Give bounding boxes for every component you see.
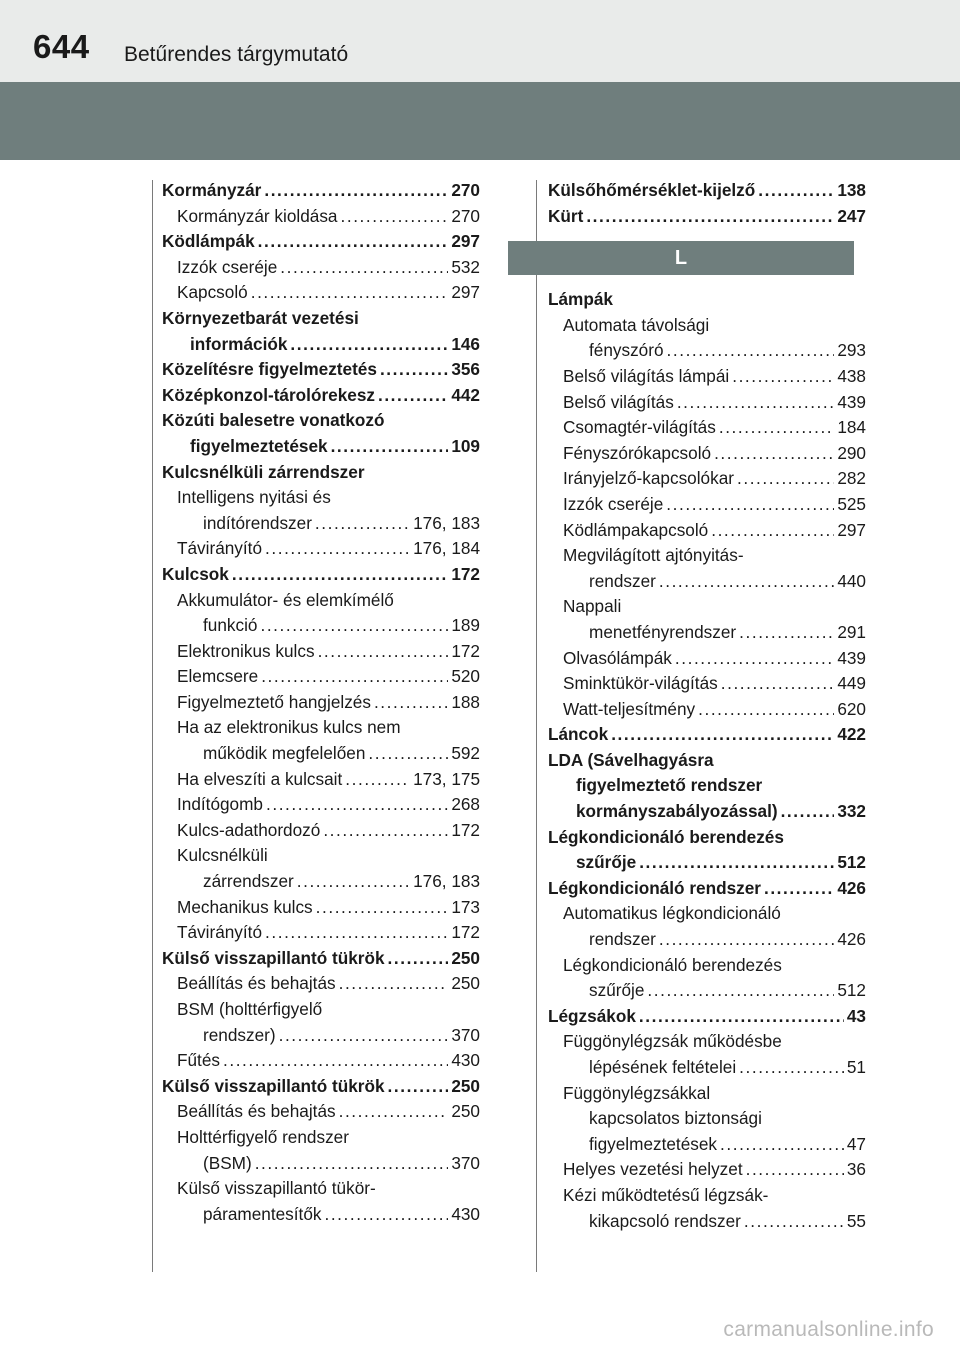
index-entry-term: Akkumulátor- és elemkímélő xyxy=(177,589,394,610)
dot-leader xyxy=(279,1023,449,1049)
dot-leader xyxy=(737,466,834,492)
index-entry-page: 172 xyxy=(451,640,480,661)
index-entry-term: Ködlámpakapcsoló xyxy=(563,519,709,540)
index-entry xyxy=(162,895,480,921)
index-entry xyxy=(548,748,866,774)
dot-leader xyxy=(264,178,448,204)
index-entry-page: 532 xyxy=(451,256,480,277)
dot-leader xyxy=(764,876,834,902)
index-entry-term: Olvasólámpák xyxy=(563,647,672,668)
index-entry xyxy=(548,953,866,979)
index-entry xyxy=(162,613,480,639)
index-entry-page: 250 xyxy=(451,947,480,968)
index-entry-page: 109 xyxy=(451,435,480,456)
index-entry xyxy=(162,1202,480,1228)
index-entry-term: Függönylégzsákkal xyxy=(563,1082,711,1103)
index-entry-page: 430 xyxy=(451,1203,480,1224)
index-entry-term: Légkondicionáló rendszer xyxy=(548,877,761,898)
index-entry-term: Nappali xyxy=(563,596,622,617)
dot-leader xyxy=(719,415,834,441)
dot-leader xyxy=(345,767,410,793)
left-column-rule xyxy=(152,180,153,1272)
index-entry xyxy=(548,850,866,876)
dot-leader xyxy=(639,1004,844,1030)
index-entry xyxy=(162,383,480,409)
dot-leader xyxy=(316,895,449,921)
dot-leader xyxy=(374,690,448,716)
dot-leader xyxy=(258,229,449,255)
index-entry-page: 439 xyxy=(837,647,866,668)
index-entry-term: Fényszórókapcsoló xyxy=(563,442,712,463)
index-entry-term: Láncok xyxy=(548,724,609,745)
page-number: 644 xyxy=(33,28,90,65)
dot-leader xyxy=(746,1157,844,1183)
index-entry-page: 512 xyxy=(837,852,866,873)
dot-leader xyxy=(666,492,834,518)
index-entry-page: 282 xyxy=(837,468,866,489)
dot-leader xyxy=(744,1209,844,1235)
index-entry xyxy=(162,664,480,690)
index-entry-page: 172 xyxy=(451,922,480,943)
index-entry-page: 426 xyxy=(837,929,866,950)
dot-leader xyxy=(290,332,448,358)
index-entry xyxy=(162,1099,480,1125)
index-entry-term: Függönylégzsák működésbe xyxy=(563,1031,782,1052)
index-entry-term: kormányszabályozással) xyxy=(576,801,778,822)
index-entry-term: Fűtés xyxy=(177,1050,220,1071)
index-entry-page: 290 xyxy=(837,442,866,463)
index-entry-page: 592 xyxy=(451,743,480,764)
index-entry xyxy=(162,946,480,972)
index-entry xyxy=(162,715,480,741)
index-entry xyxy=(162,536,480,562)
index-entry-page: 332 xyxy=(837,801,866,822)
index-entry xyxy=(162,178,480,204)
dot-leader xyxy=(341,204,449,230)
index-entry-term: Kormányzár xyxy=(162,180,262,200)
dot-leader xyxy=(266,792,448,818)
index-entry-term: Külső visszapillantó tükrök xyxy=(162,1075,385,1096)
dot-leader xyxy=(388,1074,449,1100)
dot-leader xyxy=(339,1099,449,1125)
index-entry-page: 293 xyxy=(837,340,866,361)
index-entry-term: páramentesítők xyxy=(203,1203,322,1224)
index-entry-term: rendszer xyxy=(589,929,656,950)
index-entry-page: 356 xyxy=(451,359,480,380)
page-title: Betűrendes tárgymutató xyxy=(124,43,349,66)
index-entry xyxy=(548,671,866,697)
dot-leader xyxy=(261,664,448,690)
index-entry-term: kikapcsoló rendszer xyxy=(589,1210,741,1231)
index-entry-page: 250 xyxy=(451,1075,480,1096)
index-entry xyxy=(162,843,480,869)
index-entry-term: Beállítás és behajtás xyxy=(177,973,336,994)
index-entry-term: Indítógomb xyxy=(177,794,263,815)
index-entry-term: információk xyxy=(190,333,288,354)
dot-leader xyxy=(315,511,410,537)
index-entry xyxy=(548,364,866,390)
index-entry-page: 440 xyxy=(837,570,866,591)
index-entry xyxy=(162,255,480,281)
index-entry xyxy=(548,1209,866,1235)
index-entry xyxy=(162,1048,480,1074)
index-entry-term: Ködlámpák xyxy=(162,231,255,252)
header-strip xyxy=(0,0,960,82)
index-group-l xyxy=(548,287,866,1234)
index-entry xyxy=(162,306,480,332)
index-entry xyxy=(162,434,480,460)
index-entry-page: 55 xyxy=(846,1210,866,1231)
index-entry xyxy=(548,466,866,492)
index-entry-term: Watt-teljesítmény xyxy=(563,698,696,719)
index-entry-page: 173, 175 xyxy=(413,768,480,789)
index-entry-term: Ha elveszíti a kulcsait xyxy=(177,768,343,789)
index-entry xyxy=(548,1157,866,1183)
index-entry xyxy=(162,485,480,511)
dot-leader xyxy=(639,850,834,876)
index-entry xyxy=(548,1106,866,1132)
index-entry-term: Automata távolsági xyxy=(563,314,710,335)
index-entry xyxy=(548,1055,866,1081)
dot-leader xyxy=(659,927,834,953)
index-entry-term: rendszer) xyxy=(203,1024,276,1045)
index-entry-page: 297 xyxy=(451,231,480,252)
index-entry xyxy=(548,313,866,339)
dot-leader xyxy=(324,1202,448,1228)
index-entry-page: 176, 183 xyxy=(413,512,480,533)
index-entry-page: 520 xyxy=(451,666,480,687)
dot-leader xyxy=(739,620,834,646)
index-entry xyxy=(162,920,480,946)
dot-leader xyxy=(675,646,834,672)
index-entry-page: 36 xyxy=(846,1159,866,1180)
dot-leader xyxy=(223,1048,448,1074)
index-entry-term: Holttérfigyelő rendszer xyxy=(177,1126,349,1147)
index-entry xyxy=(548,978,866,1004)
index-entry-page: 620 xyxy=(837,698,866,719)
index-entry xyxy=(548,390,866,416)
index-entry-term: Csomagtér-világítás xyxy=(563,417,716,438)
index-entry-term: Helyes vezetési helyzet xyxy=(563,1159,743,1180)
dot-leader xyxy=(721,671,835,697)
dot-leader xyxy=(251,280,449,306)
index-entry xyxy=(162,1023,480,1049)
dot-leader xyxy=(265,536,410,562)
index-entry-page: 438 xyxy=(837,365,866,386)
index-entry xyxy=(162,818,480,844)
index-entry-term: lépésének feltételei xyxy=(589,1057,737,1077)
dot-leader xyxy=(758,178,834,204)
index-entry-term: Kulcs-adathordozó xyxy=(177,819,321,840)
index-entry-term: BSM (holttérfigyelő xyxy=(177,999,323,1019)
index-entry-term: működik megfelelően xyxy=(203,743,366,764)
index-entry-term: Automatikus légkondicionáló xyxy=(563,903,781,924)
index-entry-page: 172 xyxy=(451,563,480,584)
dot-leader xyxy=(368,741,448,767)
index-entry-term: Kulcsnélküli zárrendszer xyxy=(162,461,365,482)
index-entry-page: 250 xyxy=(451,973,480,994)
dot-leader xyxy=(647,978,834,1004)
index-entry-page: 173 xyxy=(451,896,480,917)
index-entry-page: 430 xyxy=(451,1050,480,1071)
dot-leader xyxy=(586,204,834,230)
index-entry xyxy=(548,287,866,313)
index-entry-page: 47 xyxy=(846,1133,866,1154)
dot-leader xyxy=(265,920,448,946)
index-entry-page: 439 xyxy=(837,391,866,412)
index-entry xyxy=(162,690,480,716)
index-entry-term: figyelmeztetések xyxy=(589,1133,718,1154)
index-entry-term: Kürt xyxy=(548,205,584,226)
index-entry xyxy=(162,332,480,358)
index-entry-term: Irányjelző-kapcsolókar xyxy=(563,468,734,489)
index-group-k-continued xyxy=(548,178,866,229)
index-column-right xyxy=(548,178,866,1234)
index-entry xyxy=(162,562,480,588)
index-entry-page: 188 xyxy=(451,691,480,712)
index-entry xyxy=(548,697,866,723)
index-entry xyxy=(162,511,480,537)
index-entry-term: Távirányító xyxy=(177,538,263,559)
index-entry xyxy=(548,722,866,748)
index-entry-term: Külső visszapillantó tükör- xyxy=(177,1178,376,1199)
index-entry xyxy=(548,492,866,518)
dot-leader xyxy=(711,518,834,544)
index-entry-term: zárrendszer xyxy=(203,871,294,892)
index-entry-term: Közelítésre figyelmeztetés xyxy=(162,359,377,380)
index-entry-term: szűrője xyxy=(576,852,637,873)
index-entry xyxy=(548,204,866,230)
index-entry xyxy=(162,792,480,818)
index-entry-term: rendszer xyxy=(589,570,656,591)
index-entry-term: kapcsolatos biztonsági xyxy=(589,1108,762,1129)
dot-leader xyxy=(232,562,448,588)
dot-leader xyxy=(339,971,449,997)
watermark: carmanualsonline.info xyxy=(723,1318,934,1341)
index-entry-page: 422 xyxy=(837,724,866,745)
index-entry-term: Külső visszapillantó tükrök xyxy=(162,947,385,968)
index-entry-term: Intelligens nyitási és xyxy=(177,487,331,508)
index-entry xyxy=(162,1125,480,1151)
dot-leader xyxy=(714,441,834,467)
index-entry xyxy=(548,646,866,672)
index-entry-term: menetfényrendszer xyxy=(589,621,737,642)
index-entry-page: 250 xyxy=(451,1101,480,1122)
dot-leader xyxy=(667,338,835,364)
dot-leader xyxy=(781,799,835,825)
index-entry-term: Figyelmeztető hangjelzés xyxy=(177,691,371,712)
dot-leader xyxy=(323,818,448,844)
index-entry-page: 270 xyxy=(451,180,480,200)
index-entry-term: Izzók cseréje xyxy=(177,256,278,277)
index-entry-term: Környezetbarát vezetési xyxy=(162,307,359,328)
index-entry-term: szűrője xyxy=(589,980,645,1001)
index-entry-page: 43 xyxy=(846,1005,866,1026)
index-entry-term: Kulcsnélküli xyxy=(177,845,268,866)
index-entry-page: 370 xyxy=(451,1024,480,1045)
index-entry-term: Közúti balesetre vonatkozó xyxy=(162,410,385,431)
dot-leader xyxy=(331,434,449,460)
index-entry-page: 270 xyxy=(451,205,480,226)
index-entry xyxy=(162,971,480,997)
index-entry xyxy=(162,229,480,255)
index-entry-term: Kormányzár kioldása xyxy=(177,205,338,226)
index-entry-term: Belső világítás xyxy=(563,391,674,412)
index-entry-page: 184 xyxy=(837,417,866,438)
index-entry-term: Külsőhőmérséklet-kijelző xyxy=(548,180,756,200)
index-entry-term: Lámpák xyxy=(548,289,613,310)
index-entry-page: 176, 183 xyxy=(413,871,480,892)
index-entry-page: 247 xyxy=(837,205,866,226)
index-entry-page: 189 xyxy=(451,615,480,636)
index-entry-term: Légkondicionáló berendezés xyxy=(563,954,782,975)
index-entry-term: Távirányító xyxy=(177,922,263,943)
index-entry-term: Sminktükör-világítás xyxy=(563,673,718,694)
index-entry xyxy=(548,1029,866,1055)
index-entry-term: Izzók cseréje xyxy=(563,493,664,514)
index-entry xyxy=(548,1081,866,1107)
index-entry xyxy=(162,1074,480,1100)
index-entry-page: 525 xyxy=(837,493,866,514)
index-entry-page: 370 xyxy=(451,1152,480,1173)
index-entry-page: 297 xyxy=(837,519,866,540)
index-entry xyxy=(548,518,866,544)
index-entry-term: Légzsákok xyxy=(548,1005,636,1026)
index-entry-term: Légkondicionáló berendezés xyxy=(548,826,784,847)
index-entry-page: 176, 184 xyxy=(413,538,480,559)
index-entry xyxy=(162,639,480,665)
index-entry xyxy=(162,741,480,767)
index-entry-page: 138 xyxy=(837,180,866,200)
index-entry xyxy=(162,204,480,230)
index-entry xyxy=(548,441,866,467)
index-entry-page: 268 xyxy=(451,794,480,815)
index-entry-term: LDA (Sávelhagyásra xyxy=(548,749,714,770)
index-entry xyxy=(548,1004,866,1030)
dot-leader xyxy=(378,383,448,409)
index-entry-page: 442 xyxy=(451,384,480,405)
index-entry xyxy=(548,825,866,851)
index-entry-term: indítórendszer xyxy=(203,512,312,533)
dot-leader xyxy=(611,722,834,748)
dot-leader xyxy=(659,569,834,595)
index-entry xyxy=(162,357,480,383)
index-entry-term: Kulcsok xyxy=(162,563,229,584)
dot-leader xyxy=(260,613,448,639)
index-entry-term: Belső világítás lámpái xyxy=(563,365,730,386)
index-entry-term: figyelmeztetések xyxy=(190,435,328,456)
index-entry-term: fényszóró xyxy=(589,340,664,361)
index-entry xyxy=(162,767,480,793)
index-entry-term: Elemcsere xyxy=(177,666,259,687)
dot-leader xyxy=(739,1055,844,1081)
index-entry xyxy=(548,594,866,620)
index-entry xyxy=(548,799,866,825)
index-entry-term: Kapcsoló xyxy=(177,282,248,303)
dot-leader xyxy=(380,357,448,383)
dot-leader xyxy=(720,1132,844,1158)
index-entry xyxy=(548,927,866,953)
index-entry-term: Mechanikus kulcs xyxy=(177,896,313,917)
index-entry-page: 297 xyxy=(451,282,480,303)
dot-leader xyxy=(388,946,449,972)
index-entry-term: figyelmeztető rendszer xyxy=(576,775,763,796)
index-entry-term: Elektronikus kulcs xyxy=(177,640,315,661)
index-entry-term: Beállítás és behajtás xyxy=(177,1101,336,1122)
index-column-left xyxy=(162,178,480,1227)
index-entry xyxy=(162,280,480,306)
index-entry-page: 426 xyxy=(837,877,866,898)
index-entry xyxy=(548,178,866,204)
index-entry-page: 291 xyxy=(837,621,866,642)
dot-leader xyxy=(280,255,448,281)
index-entry xyxy=(162,997,480,1023)
dot-leader xyxy=(318,639,449,665)
index-entry-term: Megvilágított ajtónyitás- xyxy=(563,545,744,566)
dot-leader xyxy=(255,1151,449,1177)
right-column-rule xyxy=(536,180,537,1272)
index-entry xyxy=(548,1183,866,1209)
index-entry xyxy=(548,569,866,595)
index-entry-term: Kézi működtetésű légzsák- xyxy=(563,1184,769,1205)
index-entry-term: (BSM) xyxy=(203,1152,252,1173)
index-entry-page: 172 xyxy=(451,819,480,840)
index-entry-page: 146 xyxy=(451,333,480,354)
header-band xyxy=(0,82,960,160)
index-entry xyxy=(548,338,866,364)
index-entry xyxy=(548,876,866,902)
dot-leader xyxy=(297,869,410,895)
index-entry xyxy=(548,543,866,569)
index-entry xyxy=(162,869,480,895)
index-entry xyxy=(548,1132,866,1158)
index-entry xyxy=(548,901,866,927)
index-entry xyxy=(162,1151,480,1177)
index-entry-page: 51 xyxy=(846,1057,866,1077)
index-entry xyxy=(548,415,866,441)
index-entry xyxy=(548,773,866,799)
index-entry xyxy=(162,460,480,486)
index-entry-page: 512 xyxy=(837,980,866,1001)
dot-leader xyxy=(732,364,834,390)
index-entry xyxy=(162,588,480,614)
index-entry xyxy=(548,620,866,646)
index-entry-page: 449 xyxy=(837,673,866,694)
index-entry-term: funkció xyxy=(203,615,258,636)
index-entry-term: Ha az elektronikus kulcs nem xyxy=(177,717,401,738)
index-entry xyxy=(162,408,480,434)
section-letter-band: L xyxy=(508,241,854,275)
index-entry-term: Középkonzol-tárolórekesz xyxy=(162,384,375,405)
index-entry xyxy=(162,1176,480,1202)
dot-leader xyxy=(698,697,834,723)
dot-leader xyxy=(677,390,834,416)
